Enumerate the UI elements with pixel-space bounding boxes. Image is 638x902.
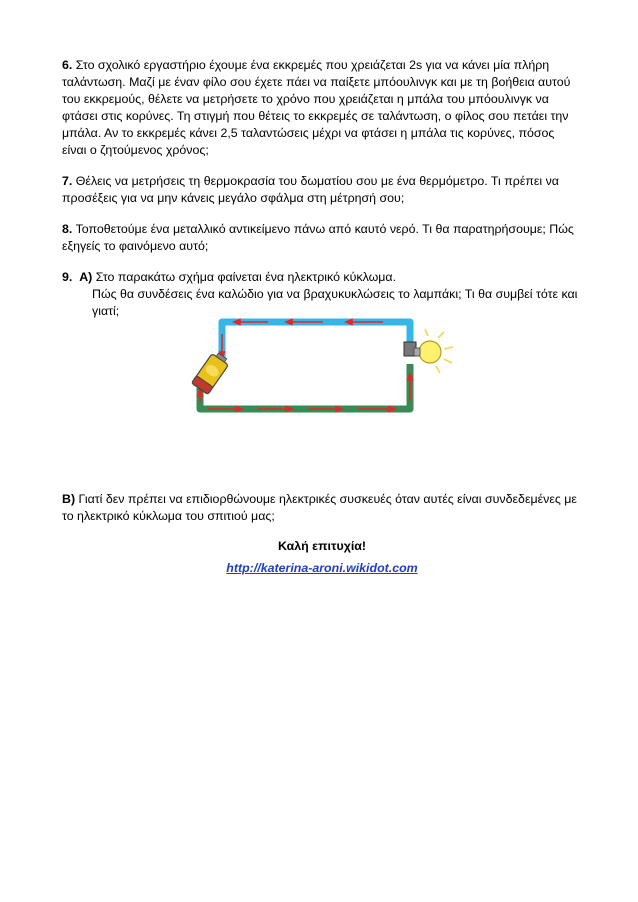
question-6 [62,57,582,159]
question-9-part-b [62,491,582,525]
part-a-question: Πώς θα συνδέσεις ένα καλώδιο για να βραχυκυκλώσεις το λαμπάκι; Τι θα συμβεί τότε και γιατί; [92,287,578,318]
part-b-label: Β) [62,492,76,506]
question-9-part-a-line1 [62,269,582,286]
question-number: 6. [62,58,73,72]
question-number: 7. [62,174,73,188]
question-text: Θέλεις να μετρήσεις τη θερμοκρασία του δωματίου σου με ένα θερμόμετρο. Τι πρέπει να προσέξεις για να μην κάνεις μεγάλο σφάλμα στη μέτρησή σου; [62,174,559,205]
question-8 [62,221,582,255]
good-luck-text: Καλή επιτυχία! [277,539,367,553]
wire-bottom [200,364,410,409]
circuit-diagram [188,316,468,416]
question-text: Τοποθετούμε ένα μεταλλικό αντικείμενο πάνω από καυτό νερό. Τι θα παρατηρήσουμε; Πώς εξηγείς το φαινόμενο αυτό; [62,222,574,253]
part-b-text: Γιατί δεν πρέπει να επιδιορθώνουμε ηλεκτρικές συσκευές όταν αυτές είναι συνδεδεμένες με το ηλεκτρικό κύκλωμα του σπιτιού μας; [62,492,577,523]
question-text: Στο σχολικό εργαστήριο έχουμε ένα εκκρεμές που χρειάζεται 2s για να κάνει μία πλήρη ταλάντωση. Μαζί με έναν φίλο σου έχετε πάει να παίξετε μπόουλινγκ και με τη βοήθεια αυτού του εκκρεμούς, θέλετε να μετρήσετε το χρόνο που χρειάζεται η μπάλα του μπόουλινγκ να φτάσει στις κορύνες. Τη στιγμή που θέτεις το εκκρεμές σε ταλάντωση, ο φίλος σου πετάει την μπάλα. Αν το εκκρεμές κάνει 2,5 ταλαντώσεις μέχρι να φτάσει η μπάλα τις κορύνες, πόσος είναι ο ζητούμενος χρόνος; [62,58,571,157]
question-7 [62,173,582,207]
part-a-intro: Στο παρακάτω σχήμα φαίνεται ένα ηλεκτρικό κύκλωμα. [95,270,397,284]
question-9 [62,269,582,320]
question-number: 8. [62,222,73,236]
question-number: 9. [62,270,73,284]
website-link[interactable]: http://katerina-aroni.wikidot.com [226,561,418,575]
wire-top [222,322,410,368]
part-a-label: Α) [79,270,93,284]
